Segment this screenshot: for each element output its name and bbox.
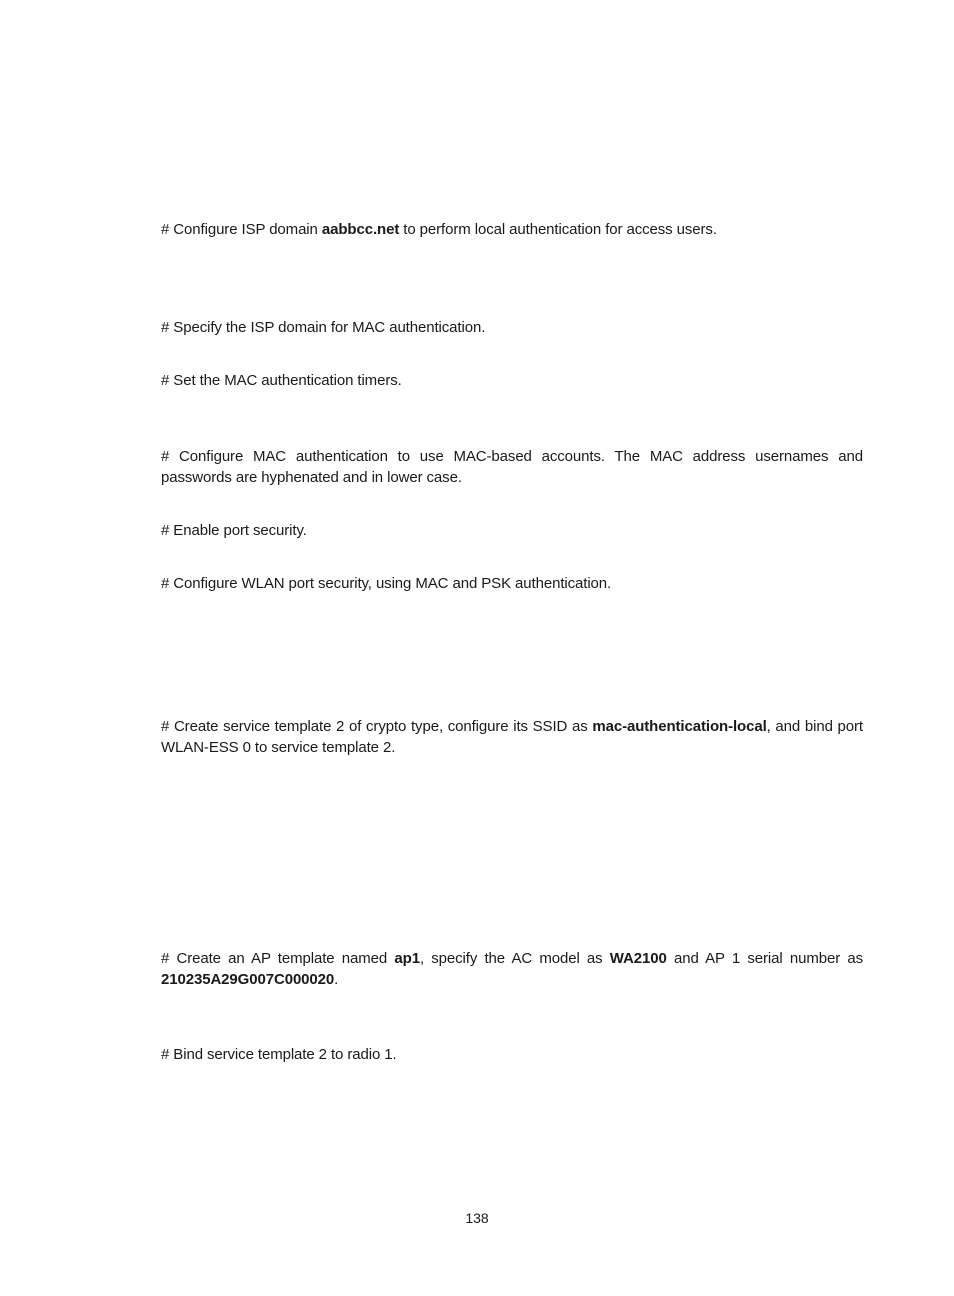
text: , specify the AC model as xyxy=(419,950,610,967)
text: # Set the MAC authentication timers. xyxy=(161,372,402,389)
text: . xyxy=(334,971,339,988)
text: # Configure MAC authentication to use MAC-based accounts. The MAC address usernames and passwords are hyphenated and in lower case. xyxy=(161,448,863,486)
paragraph-port-security xyxy=(161,520,863,541)
paragraph-mac-domain xyxy=(161,317,863,338)
text: # Enable port security. xyxy=(161,522,307,539)
text: # Create an AP template named xyxy=(161,950,395,967)
ac-model: WA2100 xyxy=(609,950,667,967)
text: # Configure ISP domain xyxy=(161,221,322,238)
text: , and bind port WLAN-ESS 0 to service template 2. xyxy=(161,718,863,756)
text: and AP 1 serial number as xyxy=(666,950,863,967)
page-number: 138 xyxy=(465,1210,489,1226)
text: # Bind service template 2 to radio 1. xyxy=(161,1046,397,1063)
domain-name: aabbcc.net xyxy=(321,221,400,238)
paragraph-ap-template xyxy=(161,948,863,990)
serial-number: 210235A29G007C000020 xyxy=(161,971,335,988)
text: # Create service template 2 of crypto type, configure its SSID as xyxy=(161,718,593,735)
paragraph-wlan-port-security xyxy=(161,573,863,594)
text: # Configure WLAN port security, using MAC and PSK authentication. xyxy=(161,575,612,592)
ssid-name: mac-authentication-local xyxy=(592,718,767,735)
paragraph-isp-domain xyxy=(161,219,863,240)
ap-template-name: ap1 xyxy=(394,950,420,967)
paragraph-mac-timers xyxy=(161,370,863,391)
paragraph-service-template xyxy=(161,716,863,758)
paragraph-mac-accounts xyxy=(161,446,863,488)
text: to perform local authentication for access users. xyxy=(399,221,717,238)
paragraph-bind-radio xyxy=(161,1044,863,1065)
text: # Specify the ISP domain for MAC authentication. xyxy=(161,319,486,336)
